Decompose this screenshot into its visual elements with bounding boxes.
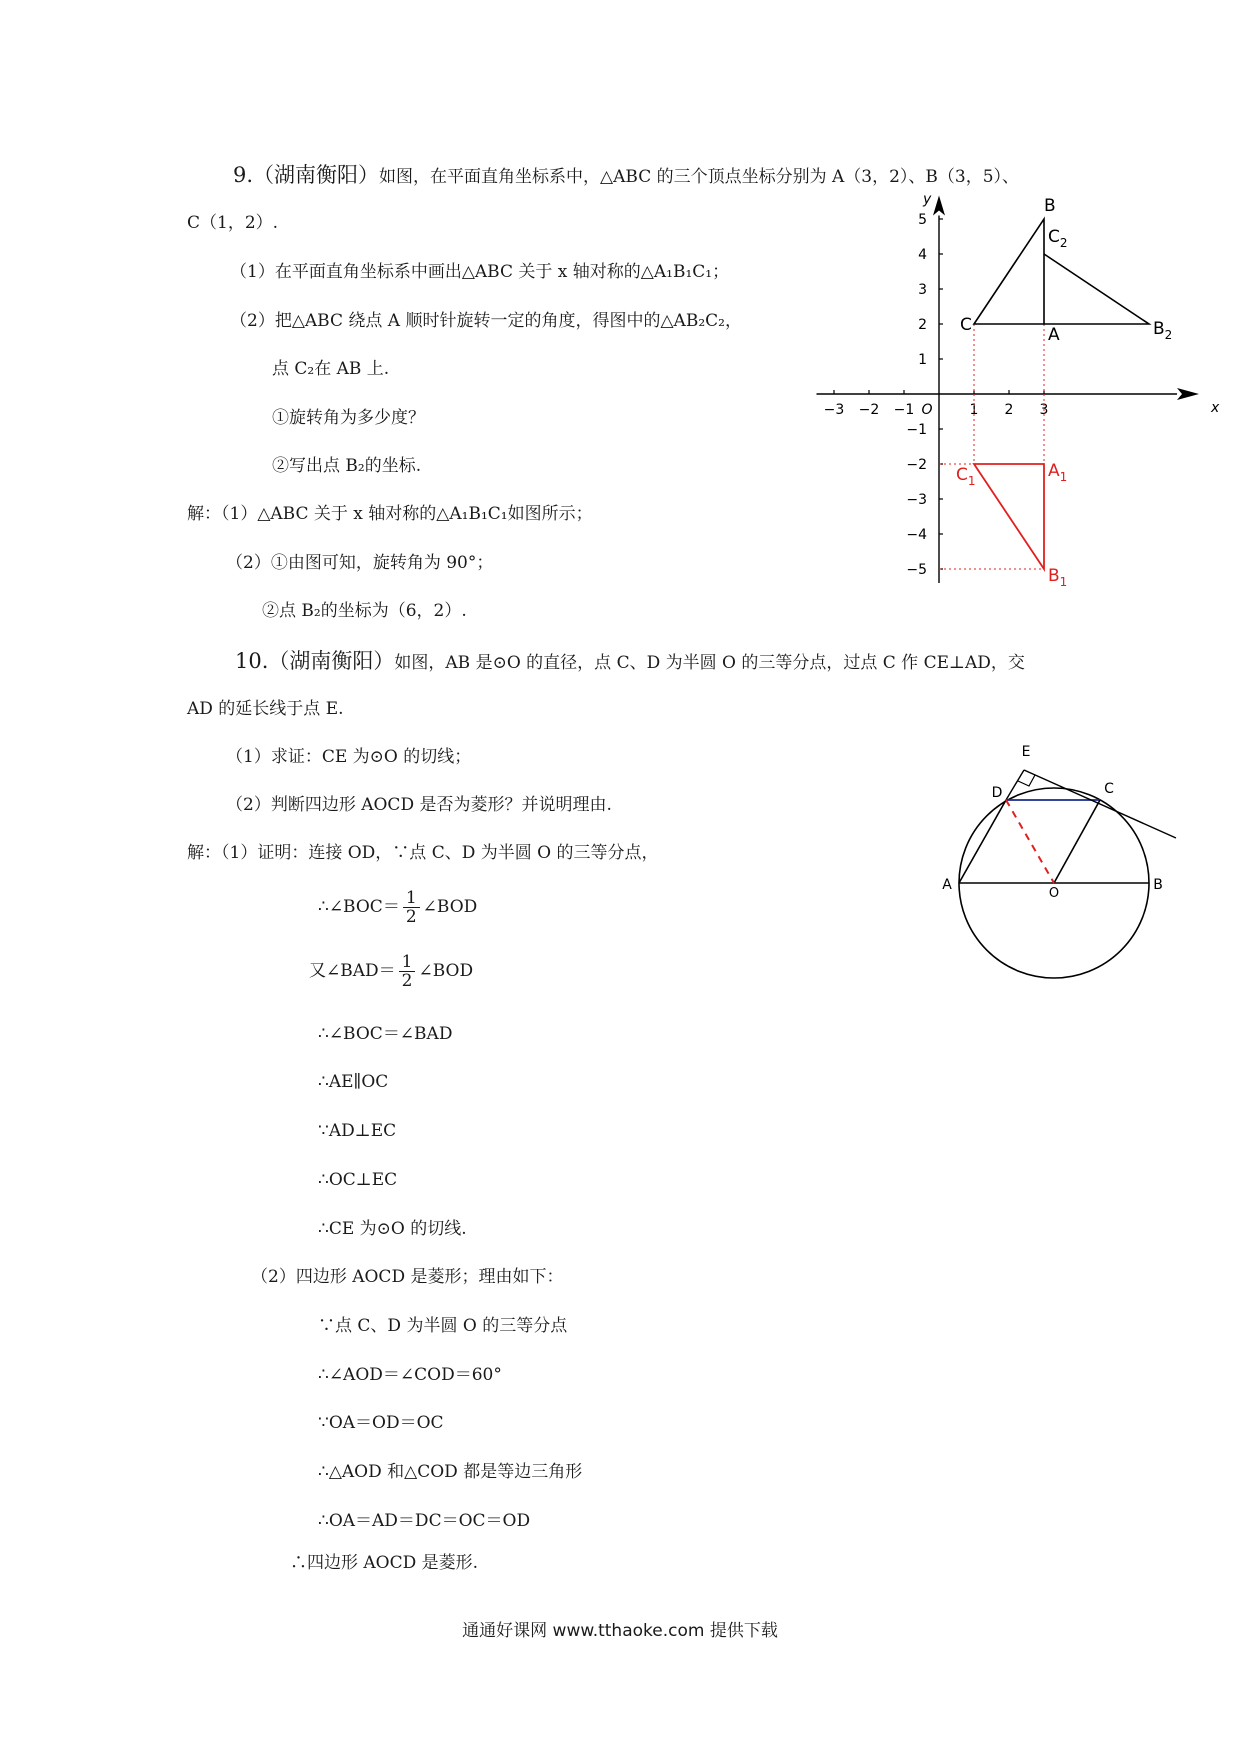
x-tick-label: −3 — [823, 402, 845, 418]
label-b: B — [1153, 877, 1163, 893]
x-tick-label: −2 — [858, 402, 880, 418]
point-subscript: 2 — [1164, 328, 1173, 342]
problem-9-answer-3: ②点 B₂的坐标为（6，2）. — [262, 601, 467, 621]
solution-text: 又∠BAD＝ — [309, 961, 396, 981]
footer-text: 通通好课网 www.tthaoke.com 提供下载 — [462, 1621, 778, 1641]
point-letter: C — [960, 315, 972, 335]
label-c: C — [1104, 781, 1114, 797]
problem-10-question-1: （1）求证：CE 为⊙O 的切线； — [226, 747, 472, 767]
point-letter: A — [1048, 461, 1060, 481]
segment-ad — [959, 800, 1006, 883]
tangent-ce — [1024, 770, 1176, 838]
problem-9-answer-2: （2）①由图可知，旋转角为 90°； — [226, 553, 494, 573]
x-axis-label: x — [1211, 400, 1220, 416]
y-tick-label: −5 — [906, 562, 927, 578]
problem-9-source: （湖南衡阳） — [253, 163, 380, 187]
y-tick-label: 4 — [918, 247, 927, 263]
x-tick-label: 2 — [1004, 402, 1014, 418]
label-o: O — [1048, 886, 1060, 901]
label-d: D — [991, 785, 1003, 801]
solution-text: ∠BOD — [422, 897, 478, 917]
problem-9-number: 9. — [233, 163, 254, 187]
problem-10-solution-line4: ∴∠BOC＝∠BAD — [318, 1024, 453, 1044]
problem-10-solution-line7: ∴OC⊥EC — [318, 1170, 398, 1190]
label-e: E — [1021, 744, 1031, 760]
problem-9-question-1: （1）在平面直角坐标系中画出△ABC 关于 x 轴对称的△A₁B₁C₁； — [230, 262, 730, 282]
problem-10-solution-line10: ∵点 C、D 为半圆 O 的三等分点 — [318, 1316, 568, 1336]
solution-text: ∴∠BOC＝ — [318, 897, 400, 917]
fraction-numerator: 1 — [399, 953, 416, 972]
y-tick-label: 3 — [918, 282, 927, 298]
origin-label: O — [921, 402, 933, 418]
dashed-radius-od — [1006, 800, 1054, 883]
y-tick-label: −1 — [906, 422, 927, 438]
fraction-numerator: 1 — [403, 889, 420, 908]
point-subscript: 2 — [1059, 236, 1068, 250]
problem-9-question-2-part1: ①旋转角为多少度？ — [272, 408, 425, 428]
problem-9-question-2-part2: ②写出点 B₂的坐标. — [272, 456, 422, 476]
x-tick-label: 1 — [969, 402, 979, 418]
problem-9-question-2-cont: 点 C₂在 AB 上. — [272, 359, 390, 379]
problem-10-solution-line12: ∵OA＝OD＝OC — [318, 1413, 444, 1433]
point-letter: A — [1048, 325, 1060, 345]
problem-10-solution-line5: ∴AE∥OC — [318, 1072, 389, 1092]
problem-10-solution-line15: ∴四边形 AOCD 是菱形. — [290, 1553, 479, 1573]
problem-10-solution-line1: 解：（1）证明：连接 OD，∵点 C、D 为半圆 O 的三等分点， — [187, 843, 659, 863]
problem-10-solution-line11: ∴∠AOD＝∠COD＝60° — [318, 1365, 502, 1385]
y-axis-label: y — [923, 191, 932, 208]
y-tick-label: 1 — [918, 352, 927, 368]
problem-10-question-2: （2）判断四边形 AOCD 是否为菱形？并说明理由. — [226, 795, 612, 815]
problem-10-solution-line9: （2）四边形 AOCD 是菱形；理由如下： — [251, 1267, 564, 1287]
x-tick-label: −1 — [893, 402, 915, 418]
fraction-denominator: 2 — [401, 971, 413, 991]
point-letter: B — [1048, 566, 1060, 586]
x-tick-label: 3 — [1039, 402, 1049, 418]
y-tick-label: 5 — [918, 212, 927, 228]
point-letter: C — [1048, 227, 1060, 247]
problem-10-solution-line6: ∵AD⊥EC — [318, 1121, 397, 1141]
problem-10-solution-line13: ∴△AOD 和△COD 都是等边三角形 — [318, 1462, 583, 1482]
problem-10-source: （湖南衡阳） — [268, 649, 395, 673]
problem-9-question-2: （2）把△ABC 绕点 A 顺时针旋转一定的角度，得图中的△AB₂C₂， — [230, 311, 742, 331]
problem-9-stem-line2: C（1，2）. — [187, 213, 279, 233]
point-subscript: 1 — [967, 474, 976, 488]
problem-9-answer-1: 解：（1）△ABC 关于 x 轴对称的△A₁B₁C₁如图所示； — [187, 504, 593, 524]
fraction-denominator: 2 — [405, 907, 417, 927]
y-tick-label: −3 — [906, 492, 927, 508]
problem-10-stem-line2: AD 的延长线于点 E. — [187, 699, 344, 719]
problem-9-stem-line1: 如图，在平面直角坐标系中，△ABC 的三个顶点坐标分别为 A（3，2）、B（3，5）、 — [379, 167, 1020, 187]
point-letter: C — [956, 465, 968, 485]
point-subscript: 1 — [1059, 575, 1068, 589]
problem-10-solution-line14: ∴OA＝AD＝DC＝OC＝OD — [318, 1511, 531, 1531]
problem-10-number: 10. — [235, 649, 269, 673]
point-letter: B — [1044, 196, 1056, 216]
point-letter: B — [1153, 319, 1165, 339]
radius-oc — [1054, 800, 1100, 883]
y-tick-label: 2 — [918, 317, 927, 333]
problem-10-solution-line8: ∴CE 为⊙O 的切线. — [318, 1219, 467, 1239]
label-a: A — [942, 877, 952, 893]
y-tick-label: −2 — [906, 457, 927, 473]
y-tick-label: −4 — [906, 527, 927, 543]
solution-text: ∠BOD — [418, 961, 474, 981]
point-subscript: 1 — [1059, 470, 1068, 484]
problem-10-stem-line1: 如图，AB 是⊙O 的直径，点 C、D 为半圆 O 的三等分点，过点 C 作 CE⊥AD，交 — [394, 653, 1025, 673]
